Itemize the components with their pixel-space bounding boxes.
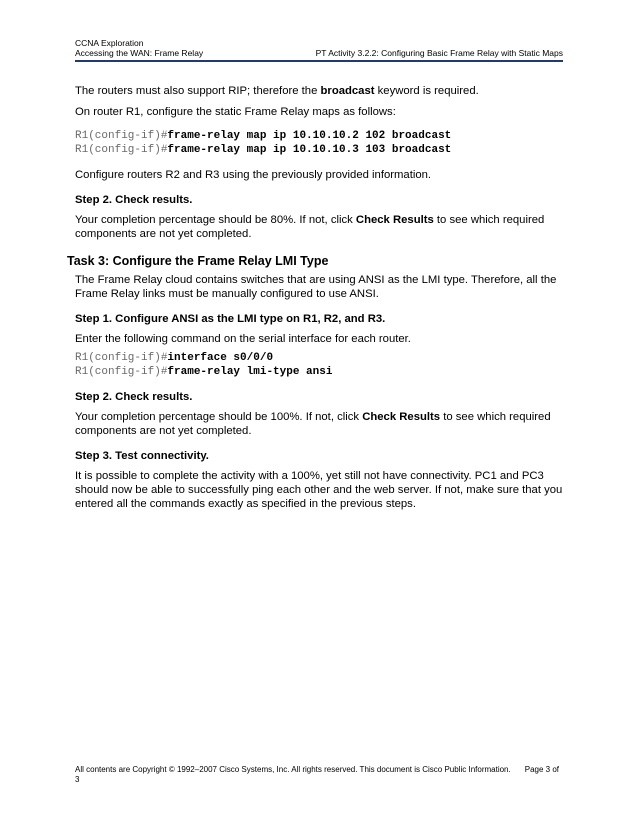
step2a-text-after: to see which required components are not yet completed.	[75, 214, 545, 240]
code-line	[75, 352, 563, 366]
step2b-body	[75, 410, 563, 438]
code-prompt: R1(config-if)#	[75, 365, 168, 378]
task3-heading: Task 3: Configure the Frame Relay LMI Type	[67, 254, 329, 268]
page-footer	[75, 765, 563, 785]
code-block-lmi	[75, 352, 563, 379]
task3-body: The Frame Relay cloud contains switches that are using ANSI as the LMI type. Therefore, all the Frame Relay links must be manually configured to use ANSI.	[75, 274, 557, 300]
header-course: CCNA Exploration	[75, 38, 144, 48]
step2b-check-results: Check Results	[362, 411, 441, 423]
code-command: frame-relay map ip 10.10.10.2 102 broadcast	[167, 130, 452, 142]
intro-text-before: The routers must also support RIP; therefore the	[75, 85, 321, 97]
step2b-heading: Step 2. Check results.	[75, 391, 193, 403]
page-header	[75, 38, 563, 58]
step2a-heading: Step 2. Check results.	[75, 194, 193, 206]
code-command: frame-relay lmi-type ansi	[167, 365, 333, 378]
code-prompt: R1(config-if)#	[75, 130, 168, 142]
code-prompt: R1(config-if)#	[75, 352, 168, 364]
step1-heading: Step 1. Configure ANSI as the LMI type on R1, R2, and R3.	[75, 313, 386, 325]
page-content	[67, 84, 563, 511]
intro-paragraph-1	[75, 84, 563, 98]
step2b-text-after: to see which required components are not yet completed.	[75, 411, 551, 437]
configure-others-paragraph: Configure routers R2 and R3 using the previously provided information.	[75, 169, 432, 181]
step2a-text-before: Your completion percentage should be 80%. If not, click	[75, 214, 356, 226]
code-prompt: R1(config-if)#	[75, 143, 168, 156]
intro-text-after: keyword is required.	[374, 85, 479, 97]
intro-paragraph-2: On router R1, configure the static Frame Relay maps as follows:	[75, 106, 396, 118]
code-block-map	[75, 130, 563, 157]
footer-copyright: All contents are Copyright © 1992–2007 Cisco Systems, Inc. All rights reserved. This document is Cisco Public Information.	[75, 765, 511, 774]
step1-body: Enter the following command on the serial interface for each router.	[75, 333, 411, 345]
header-activity: PT Activity 3.2.2: Configuring Basic Frame Relay with Static Maps	[315, 48, 563, 58]
header-divider	[75, 60, 563, 62]
code-command: frame-relay map ip 10.10.10.3 103 broadcast	[167, 143, 452, 156]
code-line	[75, 366, 563, 380]
header-module: Accessing the WAN: Frame Relay	[75, 48, 204, 58]
step2a-check-results: Check Results	[355, 214, 434, 226]
code-line	[75, 130, 563, 144]
code-command: interface s0/0/0	[167, 352, 274, 364]
step2b-text-before: Your completion percentage should be 100%. If not, click	[75, 411, 363, 423]
footer-page-number: Page 3 of 3	[75, 765, 559, 784]
step3-body: It is possible to complete the activity with a 100%, yet still not have connectivity. PC1 and PC3 should now be able to successfully ping each other and the web server. If not, make sure that you entered all the commands exactly as specified in the previous steps.	[75, 470, 563, 510]
step3-heading: Step 3. Test connectivity.	[75, 450, 209, 462]
step2a-body	[75, 213, 563, 241]
intro-broadcast-keyword: broadcast	[320, 85, 375, 97]
code-line	[75, 144, 563, 158]
